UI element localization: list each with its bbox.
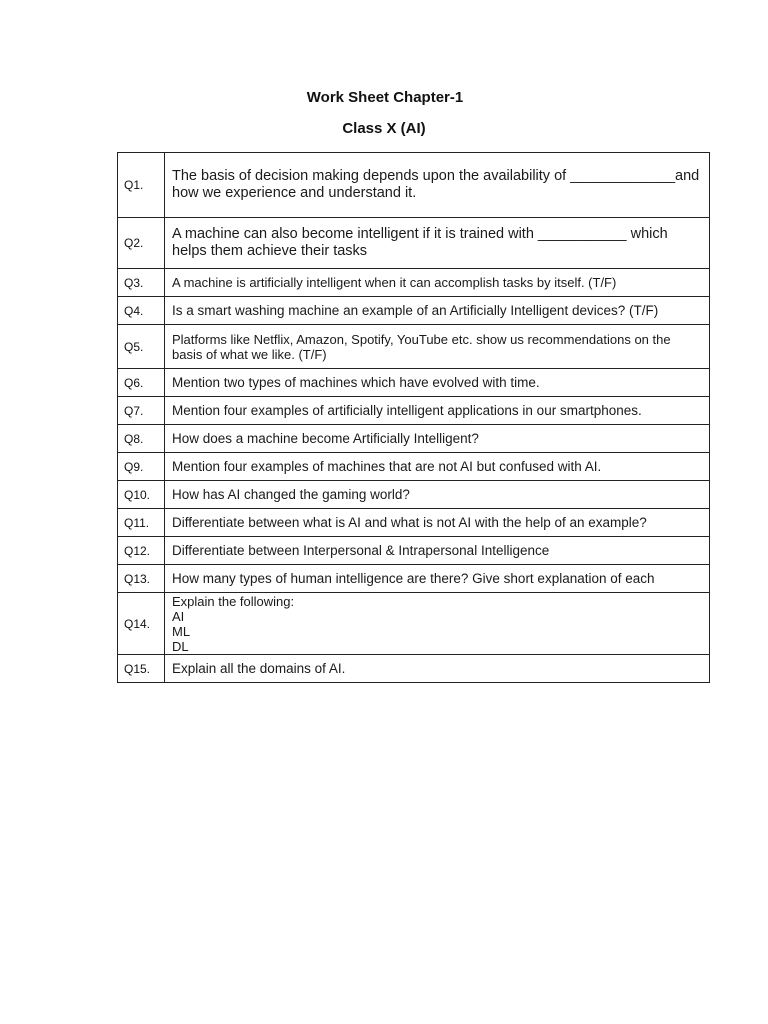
question-number: Q11. [118,509,165,537]
question-text: A machine is artificially intelligent when it can accomplish tasks by itself. (T/F) [165,269,710,297]
question-row [118,593,710,655]
question-row [118,481,710,509]
question-text: A machine can also become intelligent if it is trained with ___________ which helps them achieve their tasks [165,218,710,269]
question-text: Platforms like Netflix, Amazon, Spotify, YouTube etc. show us recommendations on the basis of what we like. (T/F) [165,325,710,369]
question-number: Q15. [118,655,165,683]
question-row [118,509,710,537]
question-subitem: AI [172,608,185,624]
question-number: Q14. [118,593,165,655]
worksheet-title [0,89,768,106]
question-number: Q9. [118,453,165,481]
question-text: The basis of decision making depends upon the availability of _____________and how we experience and understand it. [165,153,710,218]
question-subitem: DL [172,638,189,654]
question-number: Q4. [118,297,165,325]
question-row [118,655,710,683]
question-number: Q3. [118,269,165,297]
question-number: Q10. [118,481,165,509]
question-number: Q1. [118,153,165,218]
question-number: Q8. [118,425,165,453]
question-text: Differentiate between what is AI and what is not AI with the help of an example? [165,509,710,537]
question-text [165,593,710,655]
worksheet-title-text: Work Sheet Chapter-1 [306,89,464,106]
question-row [118,397,710,425]
question-number: Q12. [118,537,165,565]
question-number: Q2. [118,218,165,269]
question-row [118,565,710,593]
question-row [118,425,710,453]
question-text: How has AI changed the gaming world? [165,481,710,509]
question-text: Mention two types of machines which have evolved with time. [165,369,710,397]
question-subitem: ML [172,623,191,639]
question-text: How does a machine become Artificially Intelligent? [165,425,710,453]
question-row [118,153,710,218]
worksheet-subtitle-text: Class X (AI) [342,120,426,137]
question-row [118,453,710,481]
question-number: Q7. [118,397,165,425]
question-number: Q13. [118,565,165,593]
question-row [118,297,710,325]
question-text: How many types of human intelligence are there? Give short explanation of each [165,565,710,593]
question-row [118,218,710,269]
question-row [118,269,710,297]
question-number: Q6. [118,369,165,397]
question-row [118,325,710,369]
question-text: Differentiate between Interpersonal & Intrapersonal Intelligence [165,537,710,565]
question-text: Mention four examples of artificially intelligent applications in our smartphones. [165,397,710,425]
question-text: Mention four examples of machines that are not AI but confused with AI. [165,453,710,481]
question-number: Q5. [118,325,165,369]
questions-table [117,152,710,683]
question-intro: Explain the following: [172,593,295,609]
question-row [118,369,710,397]
question-text: Is a smart washing machine an example of an Artificially Intelligent devices? (T/F) [165,297,710,325]
question-row [118,537,710,565]
worksheet-subtitle [0,120,768,137]
question-text: Explain all the domains of AI. [165,655,710,683]
